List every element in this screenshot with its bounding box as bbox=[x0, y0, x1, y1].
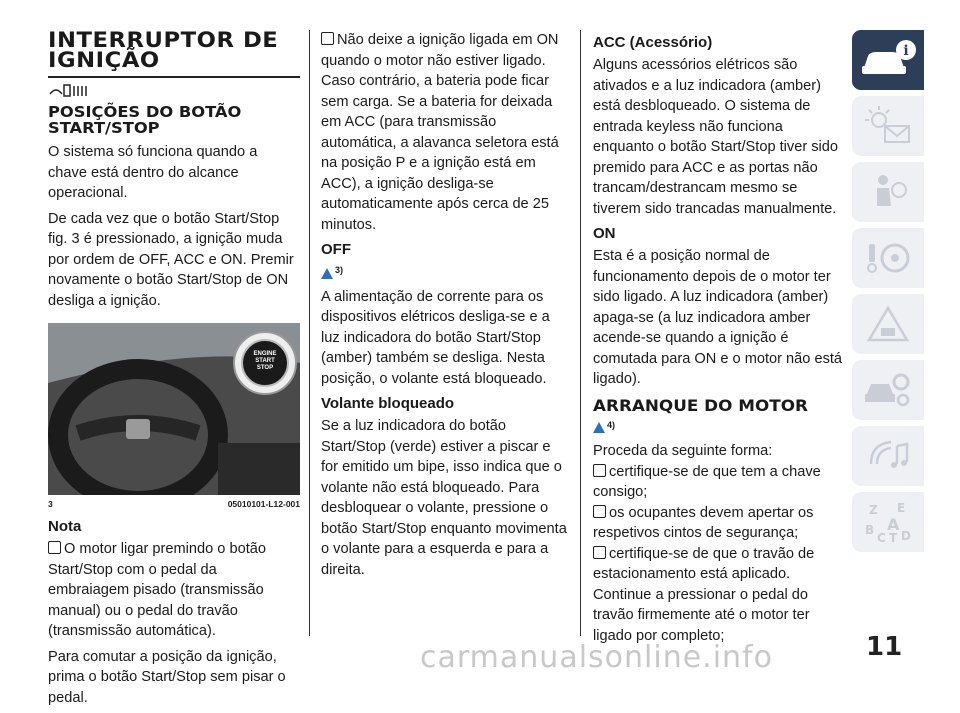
bullet-icon bbox=[593, 505, 606, 518]
bullet-icon bbox=[321, 32, 334, 45]
list-item-text: certifique-se de que o travão de estacionamento está aplicado. bbox=[593, 545, 815, 583]
index-icon bbox=[863, 500, 913, 544]
bullet-icon bbox=[593, 464, 606, 477]
svg-text:D: D bbox=[901, 529, 911, 543]
list-item bbox=[593, 462, 843, 503]
column-divider bbox=[309, 30, 310, 636]
page-title: INTERRUPTOR DE IGNIÇÃO bbox=[48, 28, 279, 72]
section-title: POSIÇÕES DO BOTÃO START/STOP bbox=[48, 103, 242, 137]
svg-text:A: A bbox=[887, 515, 900, 534]
warning-ref-number: 4) bbox=[607, 419, 616, 430]
note-text bbox=[48, 539, 300, 642]
column-3 bbox=[593, 30, 843, 651]
svg-text:T: T bbox=[889, 531, 898, 544]
steering-wheel-image bbox=[48, 323, 300, 495]
on-title: ON bbox=[593, 225, 616, 242]
figure-number: 3 bbox=[48, 499, 53, 509]
page-number: 11 bbox=[866, 632, 903, 662]
list-item bbox=[593, 544, 843, 585]
maintenance-icon bbox=[863, 368, 913, 412]
keyless-sensor-icon bbox=[48, 82, 94, 98]
button-text: START bbox=[255, 358, 275, 364]
note-title: Nota bbox=[48, 518, 82, 535]
off-title: OFF bbox=[321, 241, 351, 258]
list-item bbox=[593, 503, 843, 544]
car-info-icon bbox=[858, 38, 918, 82]
warning-triangle-icon bbox=[321, 268, 333, 279]
tab-warning-lights[interactable] bbox=[852, 96, 924, 156]
list-item-text: os ocupantes devem apertar os respetivos cintos de segurança; bbox=[593, 504, 814, 542]
button-text: STOP bbox=[256, 365, 274, 371]
paragraph: Continue a pressionar o pedal do travão firmemente até o motor ter ligado por completo; bbox=[593, 586, 810, 644]
paragraph: O sistema só funciona quando a chave está dentro do alcance operacional. bbox=[48, 144, 258, 201]
paragraph: Esta é a posição normal de funcionamento depois de o motor ter sido ligado. A luz indicadora (amber) apaga-se (a luz indicadora amber acende-se quando a ignição é comutada para ON e o motor não está ligado). bbox=[593, 248, 843, 387]
note-body: O motor ligar premindo o botão Start/Stop com o pedal da embraiagem pisado (transmissão manual) ou o pedal do travão (transmissão automática). bbox=[48, 541, 266, 639]
button-text: ENGINE bbox=[253, 351, 277, 357]
warning-lights-icon bbox=[863, 104, 913, 148]
column-2 bbox=[321, 30, 569, 585]
column-1 bbox=[48, 30, 300, 713]
figure-caption bbox=[48, 499, 300, 509]
warning-triangle-icon bbox=[593, 422, 605, 433]
bullet-icon bbox=[48, 541, 61, 554]
emergency-icon bbox=[863, 302, 913, 346]
svg-text:E: E bbox=[897, 501, 906, 515]
dashboard-photo bbox=[48, 323, 300, 495]
svg-text:C: C bbox=[877, 531, 886, 544]
paragraph: De cada vez que o botão Start/Stop fig. 3 é pressionado, a ignição muda por ordem de OFF, ACC e ON. Premir novamente o botão Start/Stop de ON desliga a ignição. bbox=[48, 210, 294, 309]
paragraph: Proceda da seguinte forma: bbox=[593, 443, 773, 460]
tab-index[interactable] bbox=[852, 492, 924, 552]
start-button-label bbox=[248, 351, 282, 372]
figure-code: 05010101-L12-001 bbox=[227, 499, 300, 509]
start-section-title: ARRANQUE DO MOTOR bbox=[593, 395, 808, 415]
tab-driving[interactable] bbox=[852, 228, 924, 288]
paragraph: Para comutar a posição da ignição, prima o botão Start/Stop sem pisar o pedal. bbox=[48, 648, 286, 706]
chapter-sidebar bbox=[852, 30, 924, 558]
bullet-icon bbox=[593, 546, 606, 559]
paragraph: Alguns acessórios elétricos são ativados e a luz indicadora (amber) está desbloqueado. O sistema de entrada keyless não funciona enquanto o botão Start/Stop tiver sido premido para ACC e as portas não trancam/destrancam mesmo se tiverem sido trancadas manualmente. bbox=[593, 57, 839, 217]
multimedia-icon bbox=[863, 434, 913, 478]
paragraph: Se a luz indicadora do botão Start/Stop (verde) estiver a piscar e for emitido um bipe, isso indica que o volante não está bloqueado. Para desbloquear o volante, pressione o botão Start/Stop enquanto movimenta o volante para a esquerda e para a direita. bbox=[321, 418, 567, 578]
tab-safety[interactable] bbox=[852, 162, 924, 222]
paragraph: A alimentação de corrente para os dispositivos elétricos desliga-se e a luz indicadora do botão Start/Stop (amber) também se desliga. Nesta posição, o volante está bloqueado. bbox=[321, 288, 550, 387]
warning-reference bbox=[593, 420, 843, 436]
title-rule bbox=[48, 76, 300, 78]
warning-reference bbox=[321, 265, 569, 281]
tab-emergency[interactable] bbox=[852, 294, 924, 354]
steering-icon bbox=[863, 236, 913, 280]
watermark-text: carmanualsonline.info bbox=[420, 640, 773, 675]
tab-car-info[interactable] bbox=[852, 30, 924, 90]
svg-text:i: i bbox=[903, 43, 909, 59]
warning-ref-number: 3) bbox=[335, 265, 344, 275]
tab-multimedia[interactable] bbox=[852, 426, 924, 486]
tab-maintenance[interactable] bbox=[852, 360, 924, 420]
list-item-text: certifique-se de que tem a chave consigo; bbox=[593, 463, 821, 501]
svg-text:Z: Z bbox=[869, 503, 878, 517]
paragraph bbox=[321, 30, 569, 235]
acc-title: ACC (Acessório) bbox=[593, 34, 713, 51]
column-divider bbox=[580, 30, 581, 636]
svg-text:B: B bbox=[865, 523, 875, 537]
paragraph-body: Não deixe a ignição ligada em ON quando o motor não estiver ligado. Caso contrário, a bateria pode ficar sem carga. Se a bateria for deixada em ACC (para transmissão automática, a alavanca seletora está na posição P e a ignição está em ACC), a ignição desliga-se automaticamente após cerca de 25 minutos. bbox=[321, 32, 559, 233]
airbag-icon bbox=[863, 170, 913, 214]
locked-title: Volante bloqueado bbox=[321, 395, 455, 413]
